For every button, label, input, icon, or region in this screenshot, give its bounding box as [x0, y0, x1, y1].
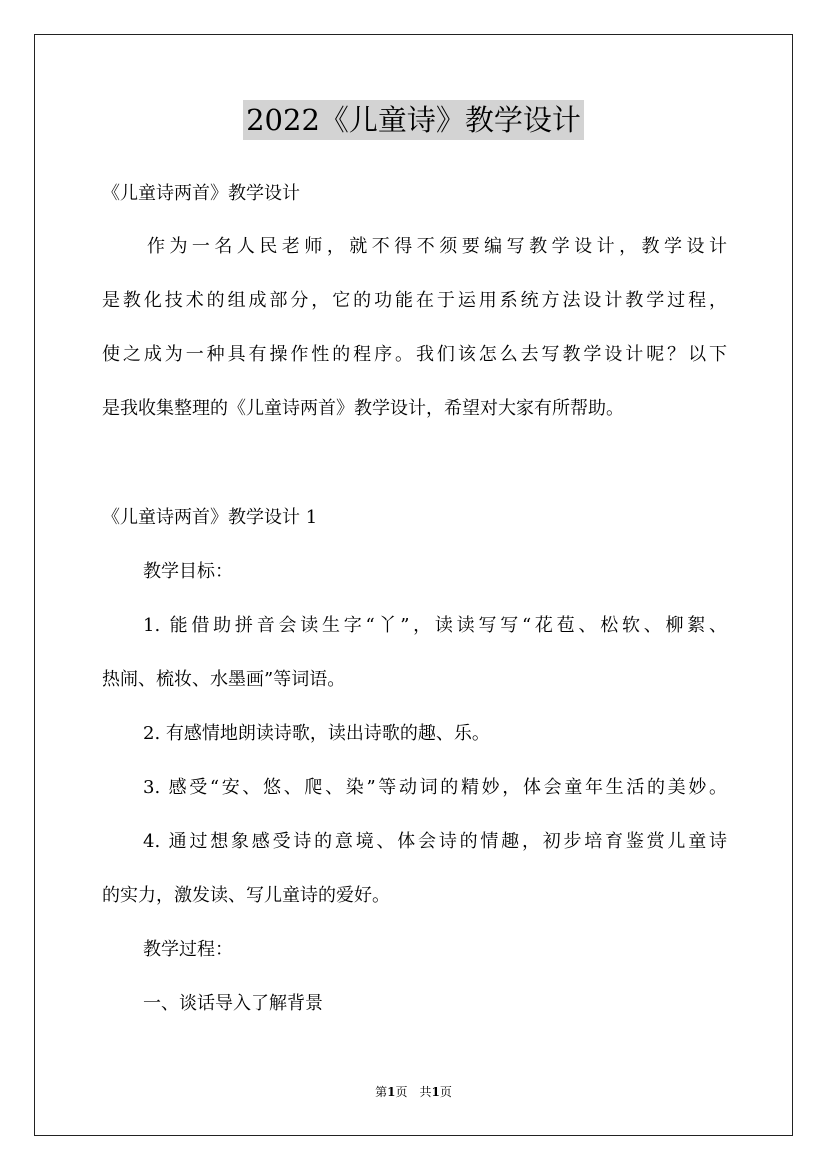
objective-line-1: 1. 能借助拼音会读生字“丫”，读读写写“花苞、松软、柳絮、 [143, 615, 727, 636]
intro-line-3: 使之成为一种具有操作性的程序。我们该怎么去写教学设计呢？以下 [102, 344, 727, 365]
process-heading: 教学过程： [143, 939, 233, 960]
objective-line-2: 热闹、梳妆、水墨画”等词语。 [102, 669, 346, 690]
subtitle: 《儿童诗两首》教学设计 [102, 183, 300, 204]
footer-prefix: 第 [375, 1085, 388, 1099]
footer-mid: 页 共 [395, 1085, 432, 1099]
objectives-heading: 教学目标： [143, 561, 233, 582]
section-title: 《儿童诗两首》教学设计 1 [102, 507, 318, 528]
intro-line-2: 是教化技术的组成部分，它的功能在于运用系统方法设计教学过程， [102, 290, 727, 311]
footer-page-number: 1 [387, 1085, 396, 1099]
document-title-text: 2022《儿童诗》教学设计 [243, 100, 584, 140]
objective-line-5: 4. 通过想象感受诗的意境、体会诗的情趣，初步培育鉴赏儿童诗 [143, 831, 727, 852]
page-footer [0, 1084, 827, 1100]
step-one: 一、谈话导入了解背景 [143, 993, 323, 1014]
objective-line-6: 的实力，激发读、写儿童诗的爱好。 [102, 885, 390, 906]
footer-suffix: 页 [439, 1085, 452, 1099]
objective-line-3: 2. 有感情地朗读诗歌，读出诗歌的趣、乐。 [143, 723, 490, 744]
objective-line-4: 3. 感受“安、悠、爬、染”等动词的精妙，体会童年生活的美妙。 [143, 777, 727, 798]
footer-page-total: 1 [431, 1085, 440, 1099]
document-title [0, 100, 827, 140]
intro-line-4: 是我收集整理的《儿童诗两首》教学设计，希望对大家有所帮助。 [102, 398, 624, 419]
intro-line-1: 作为一名人民老师，就不得不须要编写教学设计，教学设计 [102, 236, 727, 257]
